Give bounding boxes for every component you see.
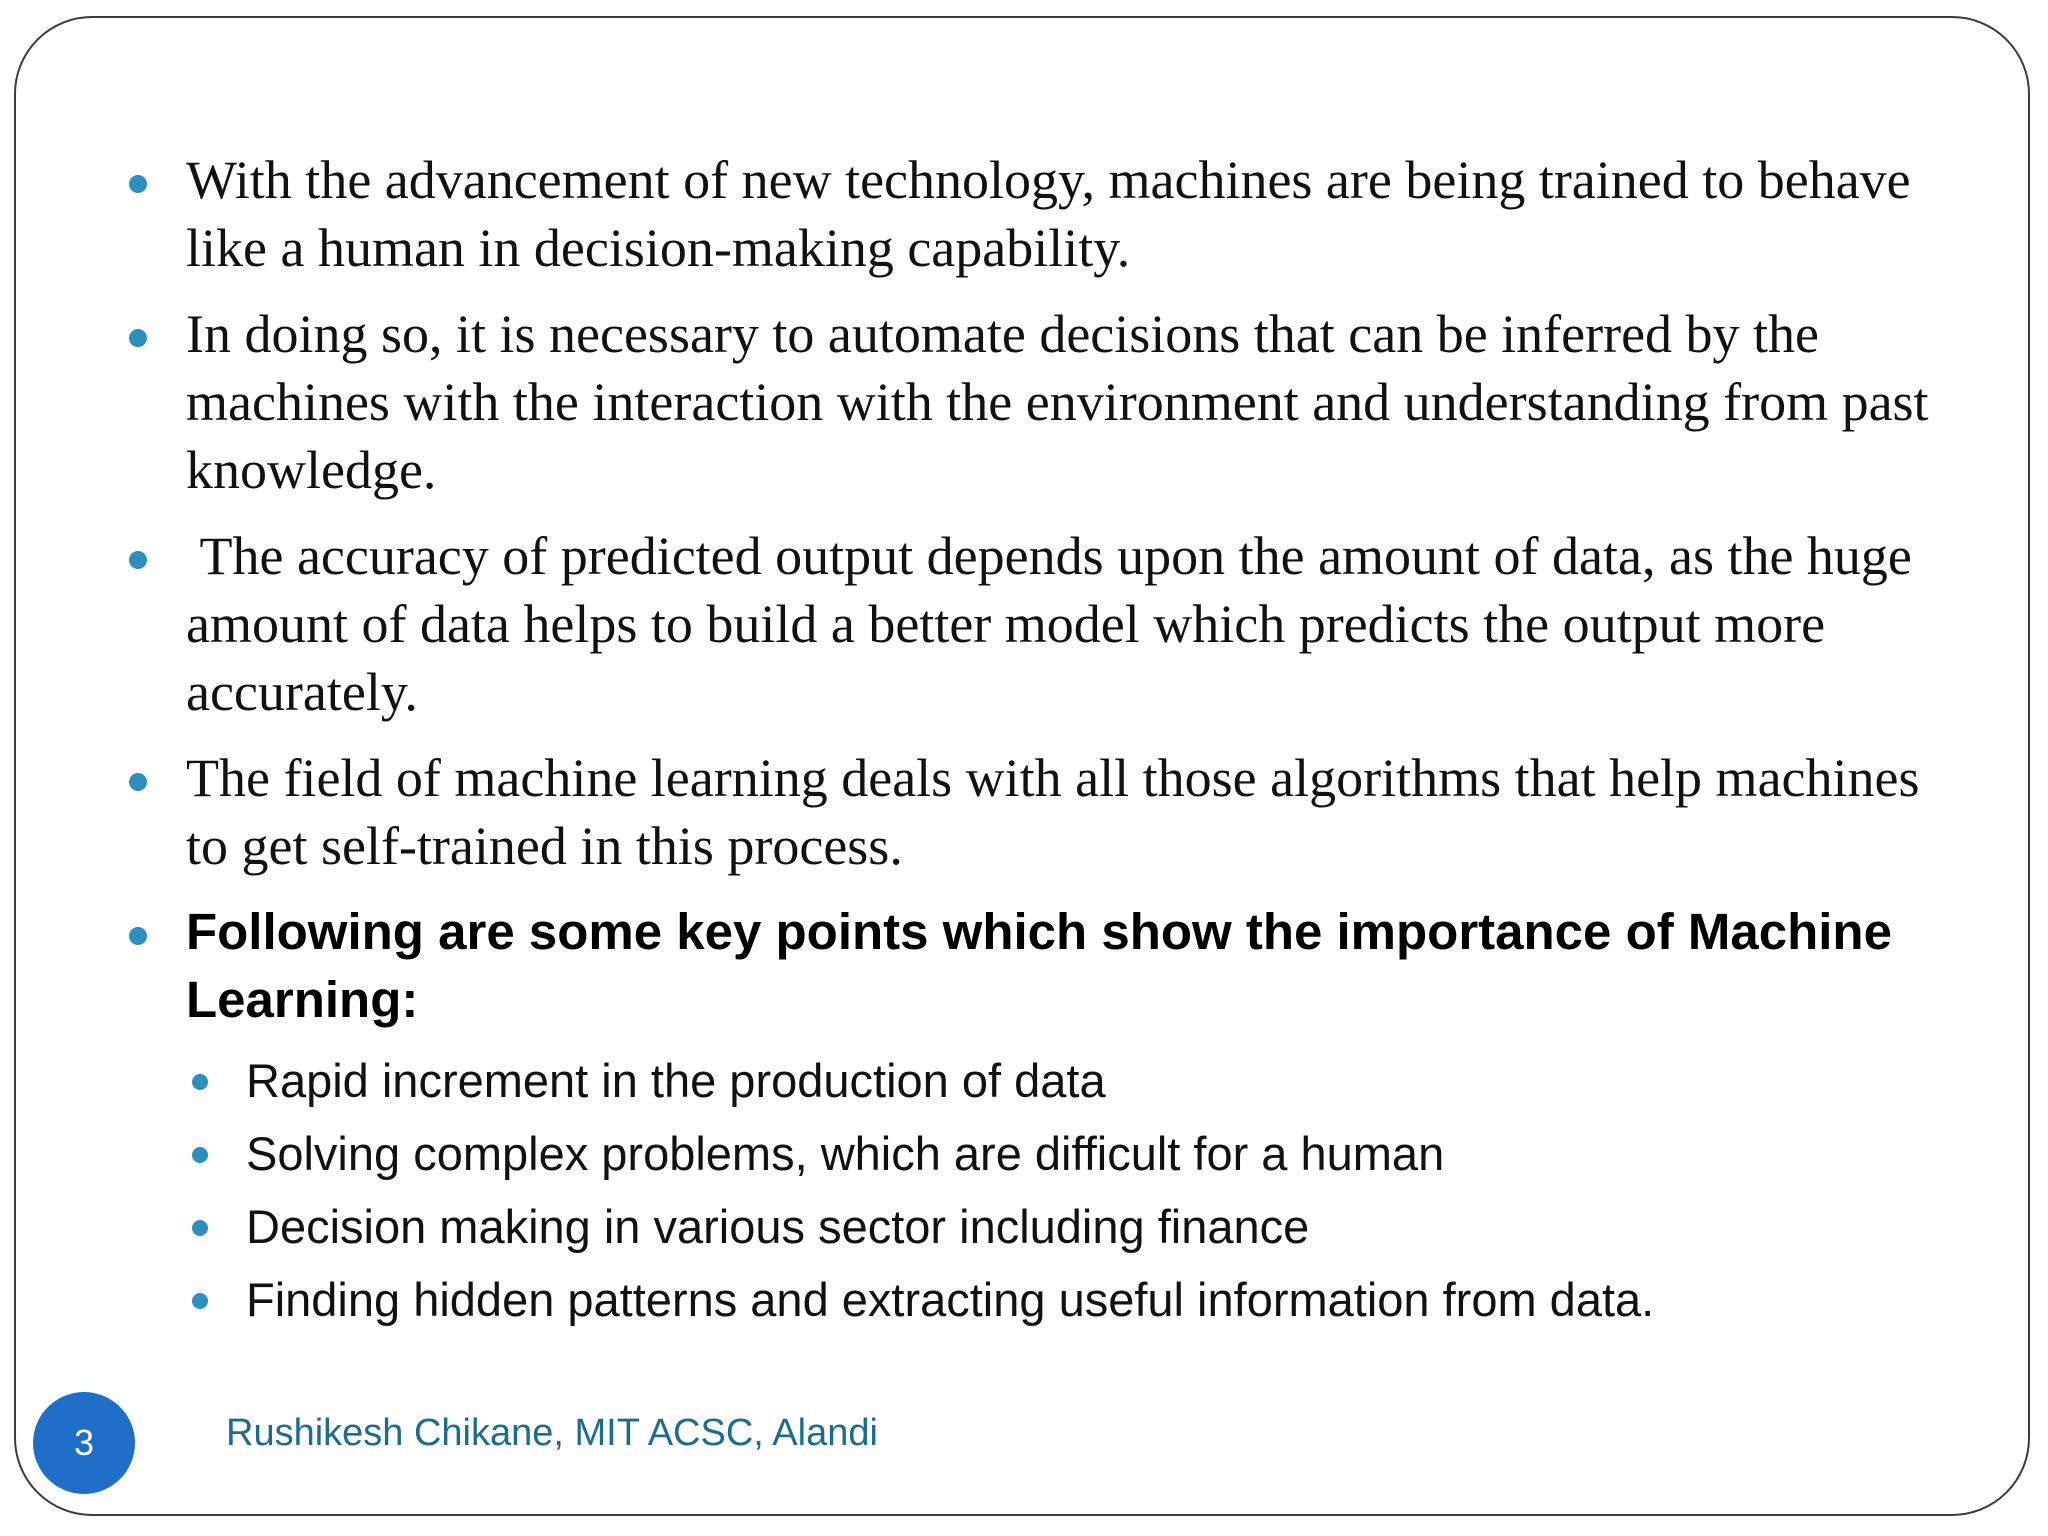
- key-points-heading: Following are some key points which show the importance of Machine Learning:: [186, 903, 1892, 1028]
- bullet-icon: [129, 927, 147, 945]
- bullet-text: The accuracy of predicted output depends upon the amount of data, as the huge amount of data helps to build a better model which predicts the output more accurately.: [186, 526, 1926, 722]
- footer-author: Rushikesh Chikane, MIT ACSC, Alandi: [226, 1412, 878, 1454]
- sub-bullet-icon: [192, 1147, 208, 1163]
- bullet-text: In doing so, it is necessary to automate decisions that can be inferred by the machines with the interaction with the environment and understanding from past knowledge.: [186, 304, 1929, 500]
- bullet-item: [122, 146, 1942, 282]
- bullet-icon: [129, 175, 147, 193]
- bullet-text: The field of machine learning deals with all those algorithms that help machines to get self-trained in this process.: [186, 748, 1920, 876]
- sub-bullet-text: Rapid increment in the production of data: [246, 1054, 1106, 1107]
- sub-bullet-item: [186, 1044, 1942, 1117]
- sub-bullet-text: Solving complex problems, which are difficult for a human: [246, 1127, 1445, 1180]
- slide-content: [122, 146, 1942, 1336]
- key-points-list: [186, 1044, 1942, 1336]
- bullet-icon: [129, 773, 147, 791]
- key-points-heading-item: [122, 898, 1942, 1034]
- sub-bullet-icon: [192, 1074, 208, 1090]
- sub-bullet-text: Finding hidden patterns and extracting useful information from data.: [246, 1273, 1655, 1326]
- sub-bullet-icon: [192, 1220, 208, 1236]
- bullet-icon: [129, 329, 147, 347]
- bullet-item: [122, 522, 1942, 726]
- sub-bullet-item: [186, 1263, 1942, 1336]
- page-number-badge: [33, 1392, 135, 1494]
- page-number: 3: [73, 1422, 95, 1463]
- bullet-text: With the advancement of new technology, machines are being trained to behave like a human in decision-making capability.: [186, 150, 1911, 278]
- sub-bullet-item: [186, 1117, 1942, 1190]
- sub-bullet-text: Decision making in various sector including finance: [246, 1200, 1310, 1253]
- sub-bullet-item: [186, 1190, 1942, 1263]
- sub-bullet-icon: [192, 1293, 208, 1309]
- bullet-item: [122, 744, 1942, 880]
- bullet-item: [122, 300, 1942, 504]
- bullet-icon: [129, 551, 147, 569]
